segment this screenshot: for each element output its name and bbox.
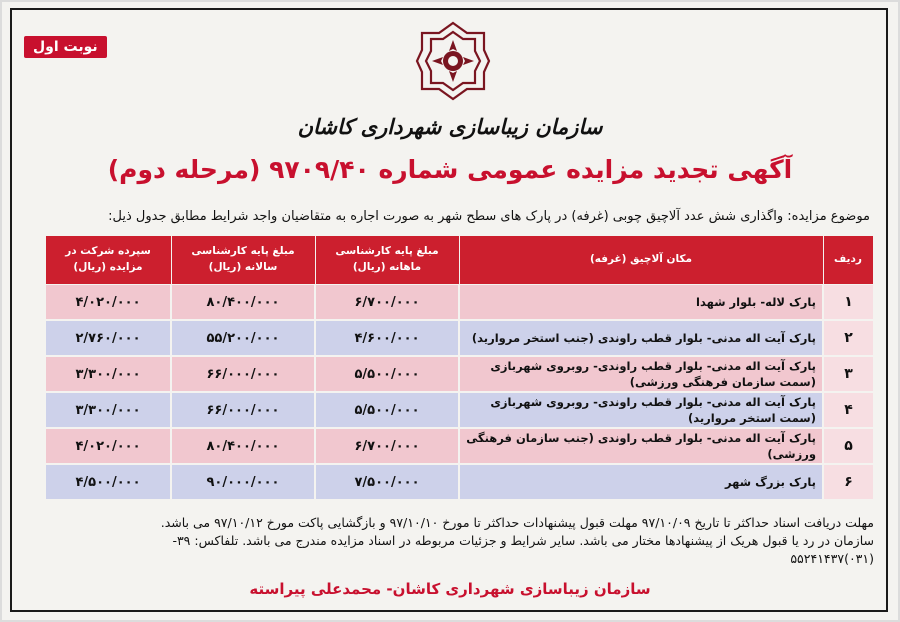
row-deposit: ۴/۰۲۰/۰۰۰ xyxy=(45,285,171,321)
row-index: ۵ xyxy=(823,428,873,464)
row-monthly-price: ۶/۷۰۰/۰۰۰ xyxy=(315,285,459,321)
row-monthly-price: ۴/۶۰۰/۰۰۰ xyxy=(315,320,459,356)
organization-logo-icon xyxy=(415,20,491,102)
row-deposit: ۳/۳۰۰/۰۰۰ xyxy=(45,392,171,428)
table-row xyxy=(45,320,873,356)
row-index: ۴ xyxy=(823,392,873,428)
table-row xyxy=(45,356,873,392)
row-deposit: ۴/۰۲۰/۰۰۰ xyxy=(45,428,171,464)
row-monthly-price: ۶/۷۰۰/۰۰۰ xyxy=(315,428,459,464)
row-yearly-price: ۵۵/۲۰۰/۰۰۰ xyxy=(171,320,315,356)
ad-headline: آگهی تجدید مزایده عمومی شماره ۹۷۰۹/۴۰ (مرحله دوم) xyxy=(107,155,793,184)
row-location: پارک بزرگ شهر xyxy=(459,464,823,500)
first-publication-badge: نوبت اول xyxy=(24,36,107,58)
header-location: مکان آلاچیق (غرفه) xyxy=(459,236,823,285)
auction-notes xyxy=(24,514,874,568)
row-deposit: ۲/۷۶۰/۰۰۰ xyxy=(45,320,171,356)
organization-name: سازمان زیباسازی شهرداری کاشان xyxy=(297,114,603,139)
row-location: پارک آیت اله مدنی- بلوار قطب راوندی- روبروی شهربازی (سمت استخر مروارید) xyxy=(459,392,823,428)
row-deposit: ۳/۳۰۰/۰۰۰ xyxy=(45,356,171,392)
row-yearly-price: ۸۰/۴۰۰/۰۰۰ xyxy=(171,285,315,321)
table-row xyxy=(45,464,873,500)
auction-subject: موضوع مزایده: واگذاری شش عدد آلاچیق چوبی (غرفه) در پارک های سطح شهر به صورت اجاره به متقاضیان واجد شرایط مطابق جدول ذیل: xyxy=(108,209,870,224)
header-deposit: سپرده شرکت در مزایده (ریال) xyxy=(45,236,171,285)
row-index: ۲ xyxy=(823,320,873,356)
phone-number: (۰۳۱)۵۵۲۴۱۴۳۷ xyxy=(790,551,874,567)
row-location: پارک آیت اله مدنی- بلوار قطب راوندی (جنب استخر مروارید) xyxy=(459,320,823,356)
deadline-note: مهلت دریافت اسناد حداکثر تا تاریخ ۹۷/۱۰/۰۹ مهلت قبول پیشنهادات حداکثر تا مورخ ۹۷/۱۰/۱۰ و بازگشایی پاکت مورخ ۹۷/۱۰/۱۲ می باشد. xyxy=(160,515,874,530)
row-yearly-price: ۶۶/۰۰۰/۰۰۰ xyxy=(171,392,315,428)
row-monthly-price: ۵/۵۰۰/۰۰۰ xyxy=(315,392,459,428)
header-monthly-price: مبلغ پایه کارشناسی ماهانه (ریال) xyxy=(315,236,459,285)
row-monthly-price: ۷/۵۰۰/۰۰۰ xyxy=(315,464,459,500)
conditions-note: سازمان در رد یا قبول هریک از پیشنهادها مختار می باشد. سایر شرایط و جزئیات مربوطه در اسناد مزایده مندرج می باشد. تلفاکس: ۳۹- xyxy=(172,533,874,549)
row-yearly-price: ۶۶/۰۰۰/۰۰۰ xyxy=(171,356,315,392)
ad-signature: سازمان زیباسازی شهرداری کاشان- محمدعلی پیراسته xyxy=(249,580,651,598)
row-index: ۳ xyxy=(823,356,873,392)
row-index: ۱ xyxy=(823,285,873,321)
row-yearly-price: ۸۰/۴۰۰/۰۰۰ xyxy=(171,428,315,464)
row-deposit: ۴/۵۰۰/۰۰۰ xyxy=(45,464,171,500)
header-index: ردیف xyxy=(823,236,873,285)
row-index: ۶ xyxy=(823,464,873,500)
row-yearly-price: ۹۰/۰۰۰/۰۰۰ xyxy=(171,464,315,500)
row-location: پارک آیت اله مدنی- بلوار قطب راوندی (جنب سازمان فرهنگی ورزشی) xyxy=(459,428,823,464)
table-row xyxy=(45,285,873,321)
auction-table xyxy=(44,235,874,501)
header-yearly-price: مبلغ پایه کارشناسی سالانه (ریال) xyxy=(171,236,315,285)
newspaper-clipping xyxy=(2,2,898,620)
row-location: پارک آیت اله مدنی- بلوار قطب راوندی- روبروی شهربازی (سمت سازمان فرهنگی ورزشی) xyxy=(459,356,823,392)
table-header-row xyxy=(45,236,873,285)
table-row xyxy=(45,392,873,428)
row-monthly-price: ۵/۵۰۰/۰۰۰ xyxy=(315,356,459,392)
row-location: پارک لاله- بلوار شهدا xyxy=(459,285,823,321)
table-row xyxy=(45,428,873,464)
